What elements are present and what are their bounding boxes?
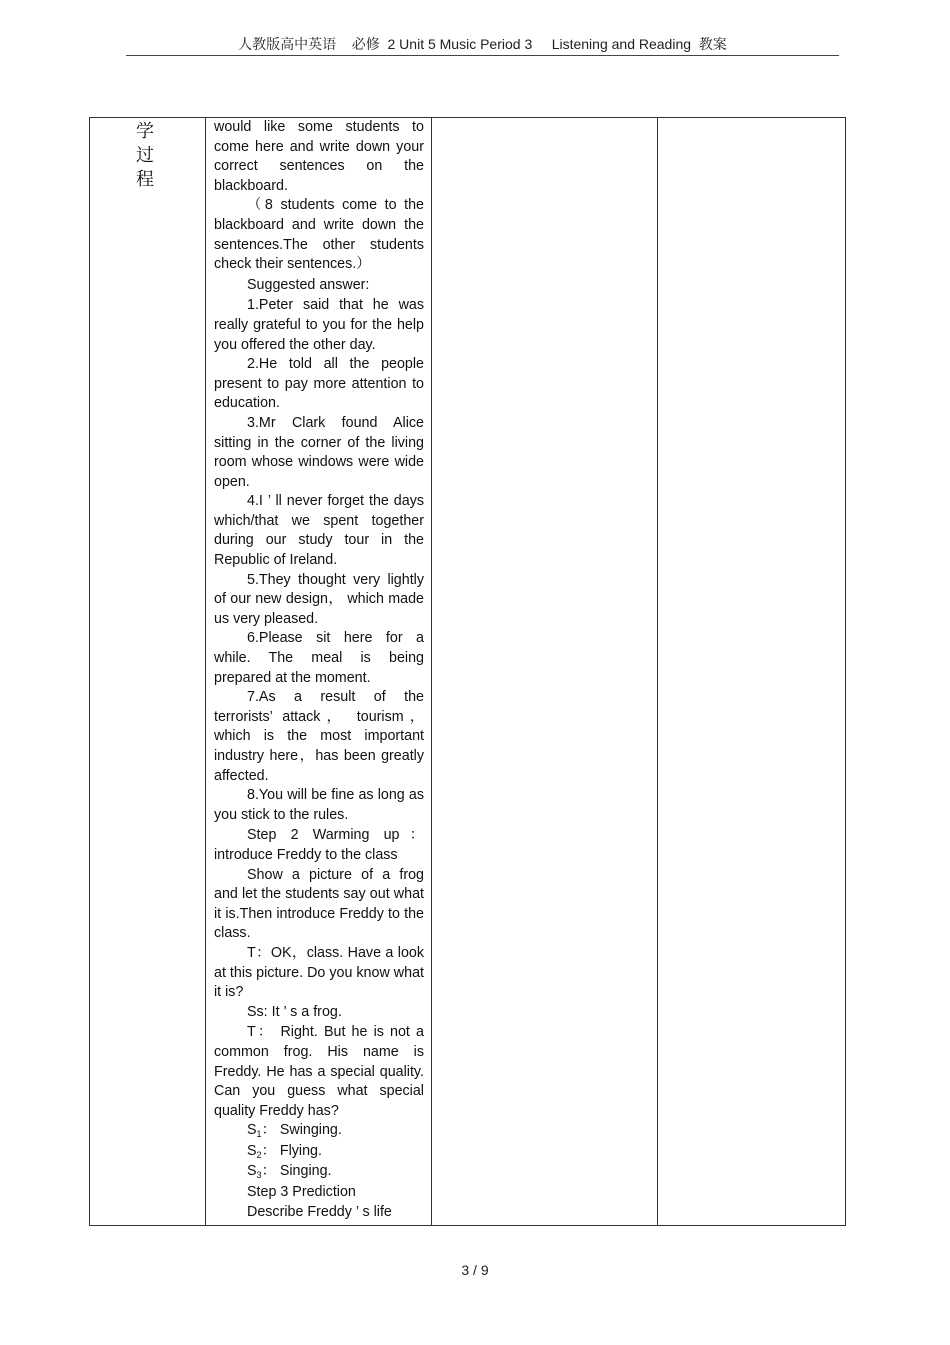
page-number: 3 / 9 bbox=[461, 1262, 489, 1278]
lesson-table bbox=[89, 117, 846, 1226]
paragraph: would like some students to come here and write down your correct sentences on the blackboard. bbox=[214, 119, 424, 194]
speaker-number: 2 bbox=[256, 1149, 262, 1160]
student-answer bbox=[214, 1142, 424, 1162]
answer-item: 1.Peter said that he was really grateful to you for the help you offered the other day. bbox=[214, 297, 424, 353]
answer-heading: Suggested answer: bbox=[247, 276, 370, 293]
answer-text: ： Singing. bbox=[261, 1163, 332, 1180]
answer-text: ： Flying. bbox=[261, 1142, 322, 1159]
page-header: 人教版高中英语 必修 2 Unit 5 Music Period 3 Listening and Reading 教案 bbox=[238, 36, 727, 52]
speaker: S bbox=[247, 1142, 257, 1159]
step-title: Step 2 Warming up： introduce Freddy to the class bbox=[214, 827, 424, 863]
column-divider bbox=[205, 118, 206, 1225]
dialogue-line: T： Right. But he is not a common frog. His name is Freddy. He has a special quality. Can you guess what special quality Freddy has? bbox=[214, 1024, 424, 1119]
label-char: 过 bbox=[136, 145, 154, 166]
speaker-number: 3 bbox=[256, 1170, 262, 1181]
speaker-number: 1 bbox=[256, 1129, 262, 1140]
paragraph: （8 students come to the blackboard and write down the sentences.The other students check their sentences.） bbox=[214, 197, 424, 273]
teaching-steps-cell bbox=[214, 118, 424, 1225]
answer-item: 3.Mr Clark found Alice sitting in the corner of the living room whose windows were wide open. bbox=[214, 414, 424, 490]
student-answer bbox=[214, 1162, 424, 1182]
label-char: 学 bbox=[136, 121, 154, 142]
answer-item: 4.I ’ ll never forget the days which/that we spent together during our study tour in the Republic of Ireland. bbox=[214, 493, 424, 569]
dialogue-line: T：OK，class. Have a look at this picture. Do you know what it is? bbox=[214, 944, 424, 1001]
speaker: S bbox=[247, 1163, 257, 1180]
column-divider bbox=[431, 118, 432, 1225]
answer-item: 8.You will be fine as long as you stick to the rules. bbox=[214, 787, 424, 823]
answer-item: 7.As a result of the terrorists’ attack， tourism， which is the most important industry here，has been greatly affected. bbox=[214, 689, 424, 784]
answer-text: ： Swinging. bbox=[261, 1122, 342, 1139]
step-title: Step 3 Prediction bbox=[247, 1184, 356, 1201]
answer-item: 2.He told all the people present to pay more attention to education. bbox=[214, 356, 424, 412]
header-rule bbox=[126, 55, 839, 56]
teaching-process-label bbox=[130, 120, 160, 192]
paragraph: Describe Freddy ’ s life bbox=[247, 1203, 392, 1220]
speaker: S bbox=[247, 1122, 257, 1139]
label-char: 程 bbox=[136, 169, 154, 190]
column-divider bbox=[657, 118, 658, 1225]
paragraph: Show a picture of a frog and let the students say out what it is.Then introduce Freddy to the class. bbox=[214, 866, 424, 942]
student-answer bbox=[214, 1121, 424, 1141]
answer-item: 6.Please sit here for a while. The meal is being prepared at the moment. bbox=[214, 630, 424, 686]
answer-item: 5.They thought very lightly of our new design， which made us very pleased. bbox=[214, 571, 424, 627]
dialogue-line: Ss: It ’ s a frog. bbox=[247, 1003, 342, 1020]
